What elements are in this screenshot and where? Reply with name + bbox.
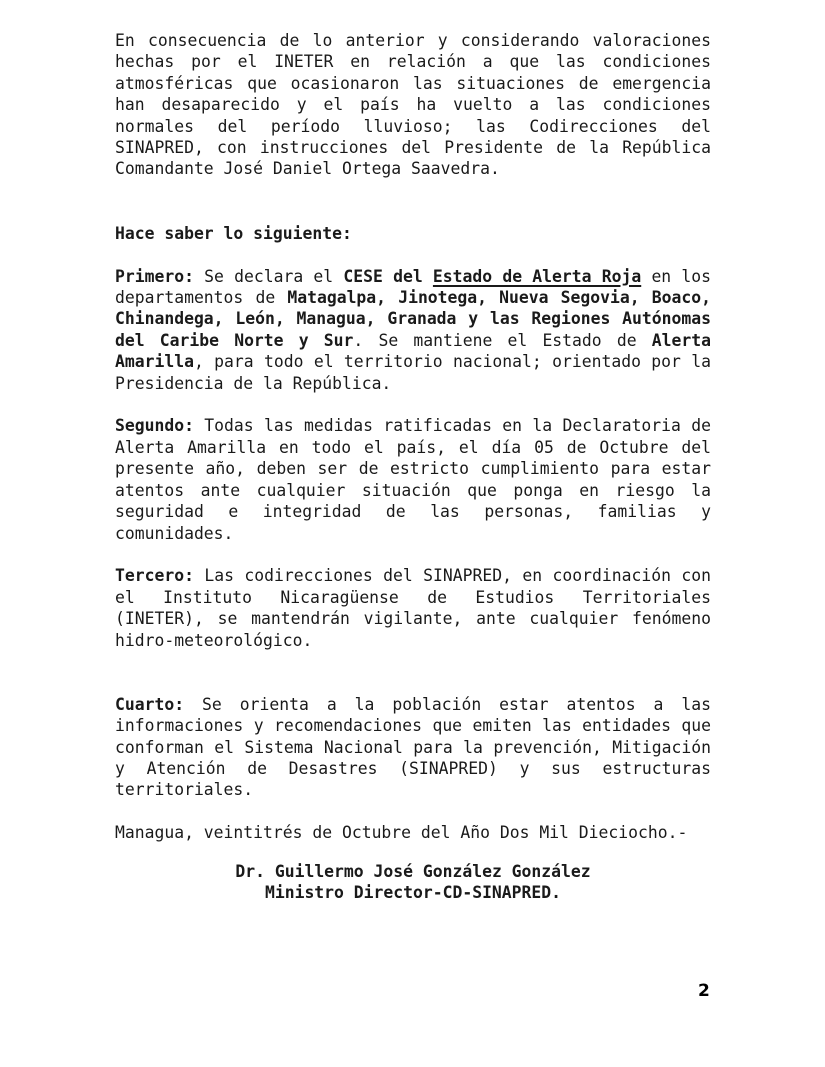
primero-text-4: , para todo el territorio nacional; orientado por la Presidencia de la República.: [115, 352, 711, 393]
primero-space: [423, 267, 433, 286]
page-number: 2: [698, 981, 710, 1001]
primero-departamentos: Matagalpa, Jinotega, Nueva Segovia, Boaco, Chinandega, León, Managua, Granada y las Regiones Autónomas del Caribe Norte y Sur: [115, 288, 711, 350]
primero-text-2: en los departamentos de: [115, 266, 711, 308]
tercero-label: Tercero:: [115, 566, 194, 586]
segundo-label: Segundo:: [115, 416, 194, 436]
document-body: [115, 30, 711, 903]
section-heading: [115, 223, 711, 244]
intro-paragraph: En consecuencia de lo anterior y considerando valoraciones hechas por el INETER en relación a que las condiciones atmosféricas que ocasionaron las situaciones de emergencia han desaparecido y el país ha vuelto a las condiciones normales del período lluvioso; las Codirecciones del SINAPRED, con instrucciones del Presidente de la República Comandante José Daniel Ortega Saavedra.: [115, 31, 711, 179]
primero-paragraph: [115, 266, 711, 394]
signature-name: Dr. Guillermo José González González: [235, 861, 591, 881]
primero-text-1: Se declara el: [193, 266, 344, 286]
cuarto-label: Cuarto:: [115, 694, 185, 714]
cuarto-text: Se orienta a la población estar atentos a las informaciones y recomendaciones que emiten las entidades que conforman el Sistema Nacional para la prevención, Mitigación y Atención de Desastres (SINAPRED) y sus estructuras territoriales.: [115, 694, 711, 800]
tercero-text: Las codirecciones del SINAPRED, en coordinación con el Instituto Nicaragüense de Estudios Territoriales (INETER), se mantendrán vigilante, ante cualquier fenómeno hidro-meteorológico.: [115, 566, 711, 650]
cuarto-paragraph: [115, 694, 711, 801]
heading-text: Hace saber lo siguiente:: [115, 223, 352, 243]
signature-title: Ministro Director-CD-SINAPRED.: [264, 882, 562, 902]
primero-alerta-roja: Estado de Alerta Roja: [432, 266, 642, 286]
segundo-paragraph: [115, 415, 711, 543]
closing-paragraph: Managua, veintitrés de Octubre del Año Dos Mil Dieciocho.-: [115, 823, 688, 843]
primero-alerta-amarilla: Alerta Amarilla: [115, 330, 711, 372]
primero-cese: CESE del: [343, 266, 423, 286]
segundo-text: Todas las medidas ratificadas en la Declaratoria de Alerta Amarilla en todo el país, el día 05 de Octubre del presente año, deben ser de estricto cumplimiento para estar atentos ante cualquier situación que ponga en riesgo la seguridad e integridad de las personas, familias y comunidades.: [115, 416, 711, 543]
primero-text-3: . Se mantiene el Estado de: [353, 330, 652, 350]
primero-label: Primero:: [115, 266, 194, 286]
tercero-paragraph: [115, 565, 711, 651]
